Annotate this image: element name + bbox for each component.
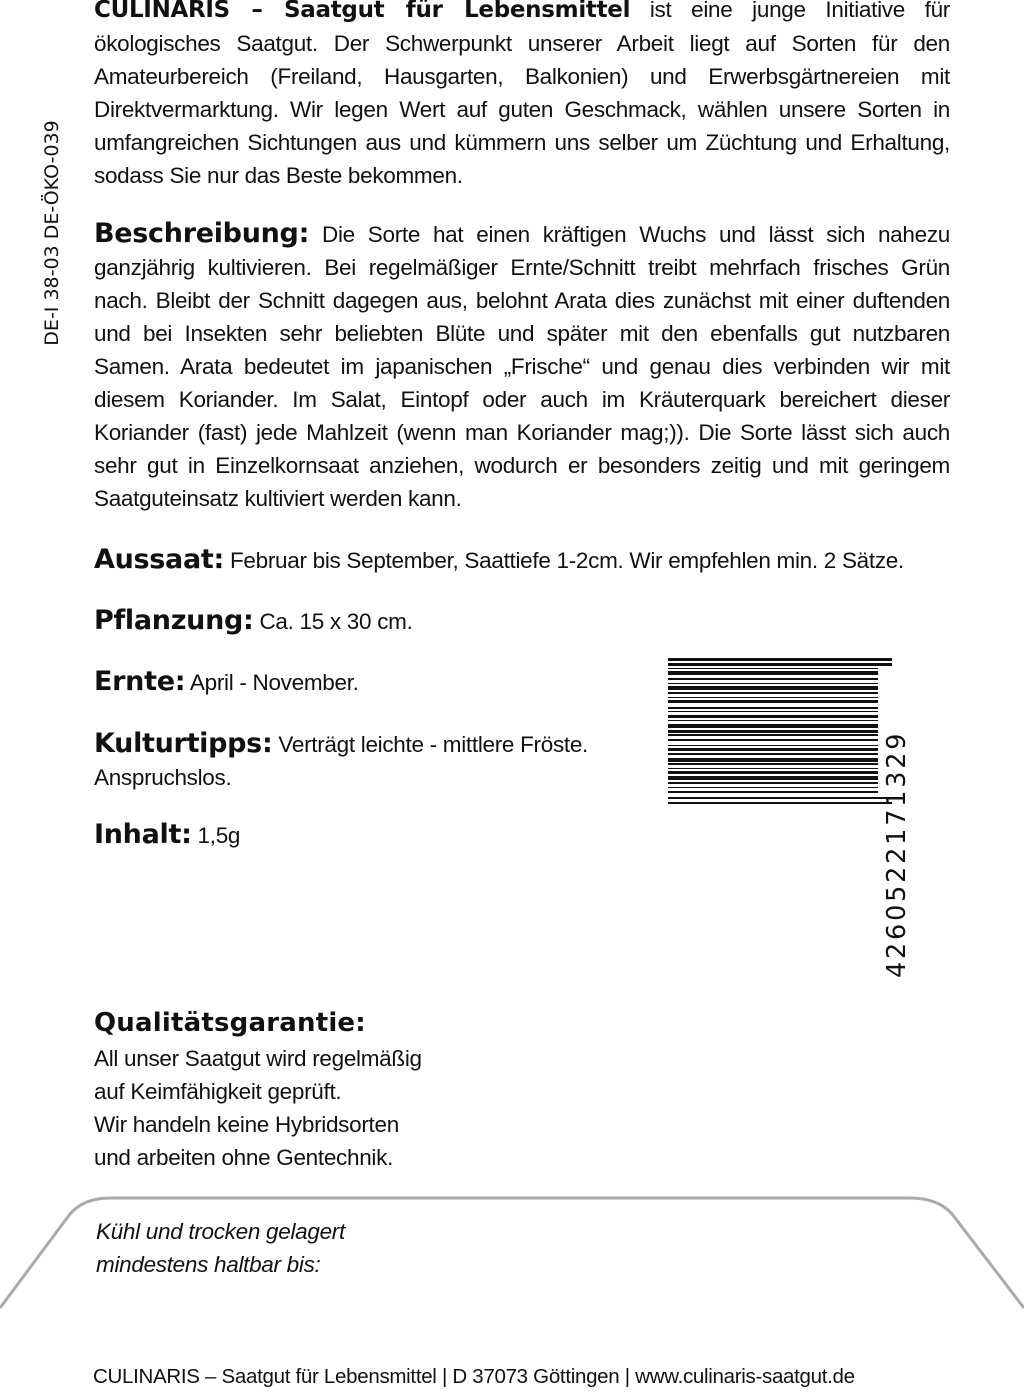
- cultivation-tips-text: Verträgt leichte - mittlere Fröste. Anspruchslos.: [94, 732, 589, 790]
- harvest-label: Ernte:: [94, 666, 186, 697]
- barcode-bar: [668, 671, 878, 675]
- certification-code: [32, 90, 72, 375]
- barcode-bar: [668, 753, 878, 755]
- cultivation-tips-section: [94, 727, 654, 794]
- barcode-bar: [668, 782, 878, 784]
- barcode-bar: [668, 763, 878, 765]
- cultivation-tips-label: Kulturtipps:: [94, 728, 273, 759]
- barcode-bar: [668, 797, 892, 799]
- barcode-bar: [668, 802, 892, 804]
- quality-heading: Qualitätsgarantie:: [94, 1008, 366, 1038]
- barcode-bar: [668, 776, 878, 780]
- brand-name: CULINARIS – Saatgut für Lebensmittel: [94, 0, 631, 23]
- barcode-bar: [668, 768, 878, 769]
- barcode-bar: [668, 724, 878, 728]
- barcode-bar: [668, 683, 878, 684]
- planting-label: Pflanzung:: [94, 605, 254, 636]
- barcode-bar: [668, 711, 878, 712]
- barcode: [668, 656, 913, 981]
- barcode-bar: [668, 678, 878, 680]
- description-label: Beschreibung:: [94, 218, 310, 249]
- quality-line: und arbeiten ohne Gentechnik.: [94, 1145, 394, 1170]
- barcode-bar: [668, 715, 878, 718]
- barcode-bar: [668, 791, 878, 793]
- planting-text: Ca. 15 x 30 cm.: [253, 609, 413, 634]
- barcode-bar: [668, 748, 878, 751]
- intro-text: ist eine junge Initiative für ökologisches Saatgut. Der Schwerpunkt unserer Arbeit liegt auf Sorten für den Amateurbereich (Freiland, Hausgarten, Balkonien) und Erwerbsgärtnereien mit Direktvermarktung. Wir legen Wert auf guten Geschmack, wählen unsere Sorten in umfangreichen Sichtungen aus und kümmern uns selber um Züchtung und Erhaltung, sodass Sie nur das Beste bekommen.: [94, 0, 950, 188]
- description-section: [94, 217, 950, 515]
- content-label: Inhalt:: [94, 819, 192, 850]
- barcode-number: 4260522171329: [882, 730, 912, 978]
- storage-note: [96, 1215, 456, 1281]
- barcode-bar: [668, 730, 878, 733]
- barcode-bars: [668, 658, 892, 804]
- sowing-section: [94, 543, 964, 577]
- footer-address: CULINARIS – Saatgut für Lebensmittel | D 37073 Göttingen | www.culinaris-saatgut.de: [93, 1365, 855, 1388]
- storage-line: mindestens haltbar bis:: [96, 1252, 321, 1277]
- planting-section: [94, 604, 964, 638]
- barcode-bar: [668, 734, 878, 736]
- harvest-text: April - November.: [185, 670, 359, 695]
- intro-paragraph: [94, 0, 950, 192]
- sowing-text: Februar bis September, Saattiefe 1-2cm. Wir empfehlen min. 2 Sätze.: [224, 548, 904, 573]
- description-text: Die Sorte hat einen kräftigen Wuchs und lässt sich nahezu ganzjährig kultivieren. Bei regelmäßiger Ernte/Schnitt treibt mehrfach frisches Grün nach. Bleibt der Schnitt dagegen aus, belohnt Arata dies zunächst mit einer duftenden und bei Insekten sehr beliebten Blüte und später mit den ebenfalls gut nutzbaren Samen. Arata bedeutet im japanischen „Frische“ und genau dies verbinden wir mit diesem Koriander. Im Salat, Eintopf oder auch im Kräuterquark bereichert dieser Koriander (fast) jede Mahlzeit (wenn man Koriander mag;)). Die Sorte lässt sich auch sehr gut in Einzelkornsaat anziehen, wodurch er besonders zeitig und mit geringem Saatguteinsatz kultiviert werden kann.: [94, 222, 950, 511]
- barcode-bar: [668, 787, 878, 788]
- barcode-bar: [668, 720, 878, 721]
- barcode-bar: [668, 739, 878, 741]
- quality-guarantee: [94, 1008, 514, 1174]
- barcode-bar: [668, 758, 878, 762]
- quality-line: auf Keimfähigkeit geprüft.: [94, 1079, 342, 1104]
- content-text: 1,5g: [191, 823, 241, 848]
- barcode-bar: [668, 658, 892, 661]
- barcode-bar: [668, 700, 878, 703]
- barcode-bar: [668, 771, 878, 774]
- barcode-bar: [668, 697, 878, 698]
- barcode-bar: [668, 707, 878, 709]
- certification-code-text: DE-I 38-03 DE-ÖKO-039: [41, 119, 63, 346]
- barcode-bar: [668, 663, 892, 666]
- quality-line: Wir handeln keine Hybridsorten: [94, 1112, 399, 1137]
- sowing-label: Aussaat:: [94, 544, 225, 575]
- quality-line: All unser Saatgut wird regelmäßig: [94, 1046, 422, 1071]
- barcode-bar: [668, 745, 878, 746]
- barcode-bar: [668, 692, 878, 694]
- storage-line: Kühl und trocken gelagert: [96, 1219, 345, 1244]
- barcode-bar: [668, 686, 878, 690]
- barcode-bar: [668, 668, 878, 669]
